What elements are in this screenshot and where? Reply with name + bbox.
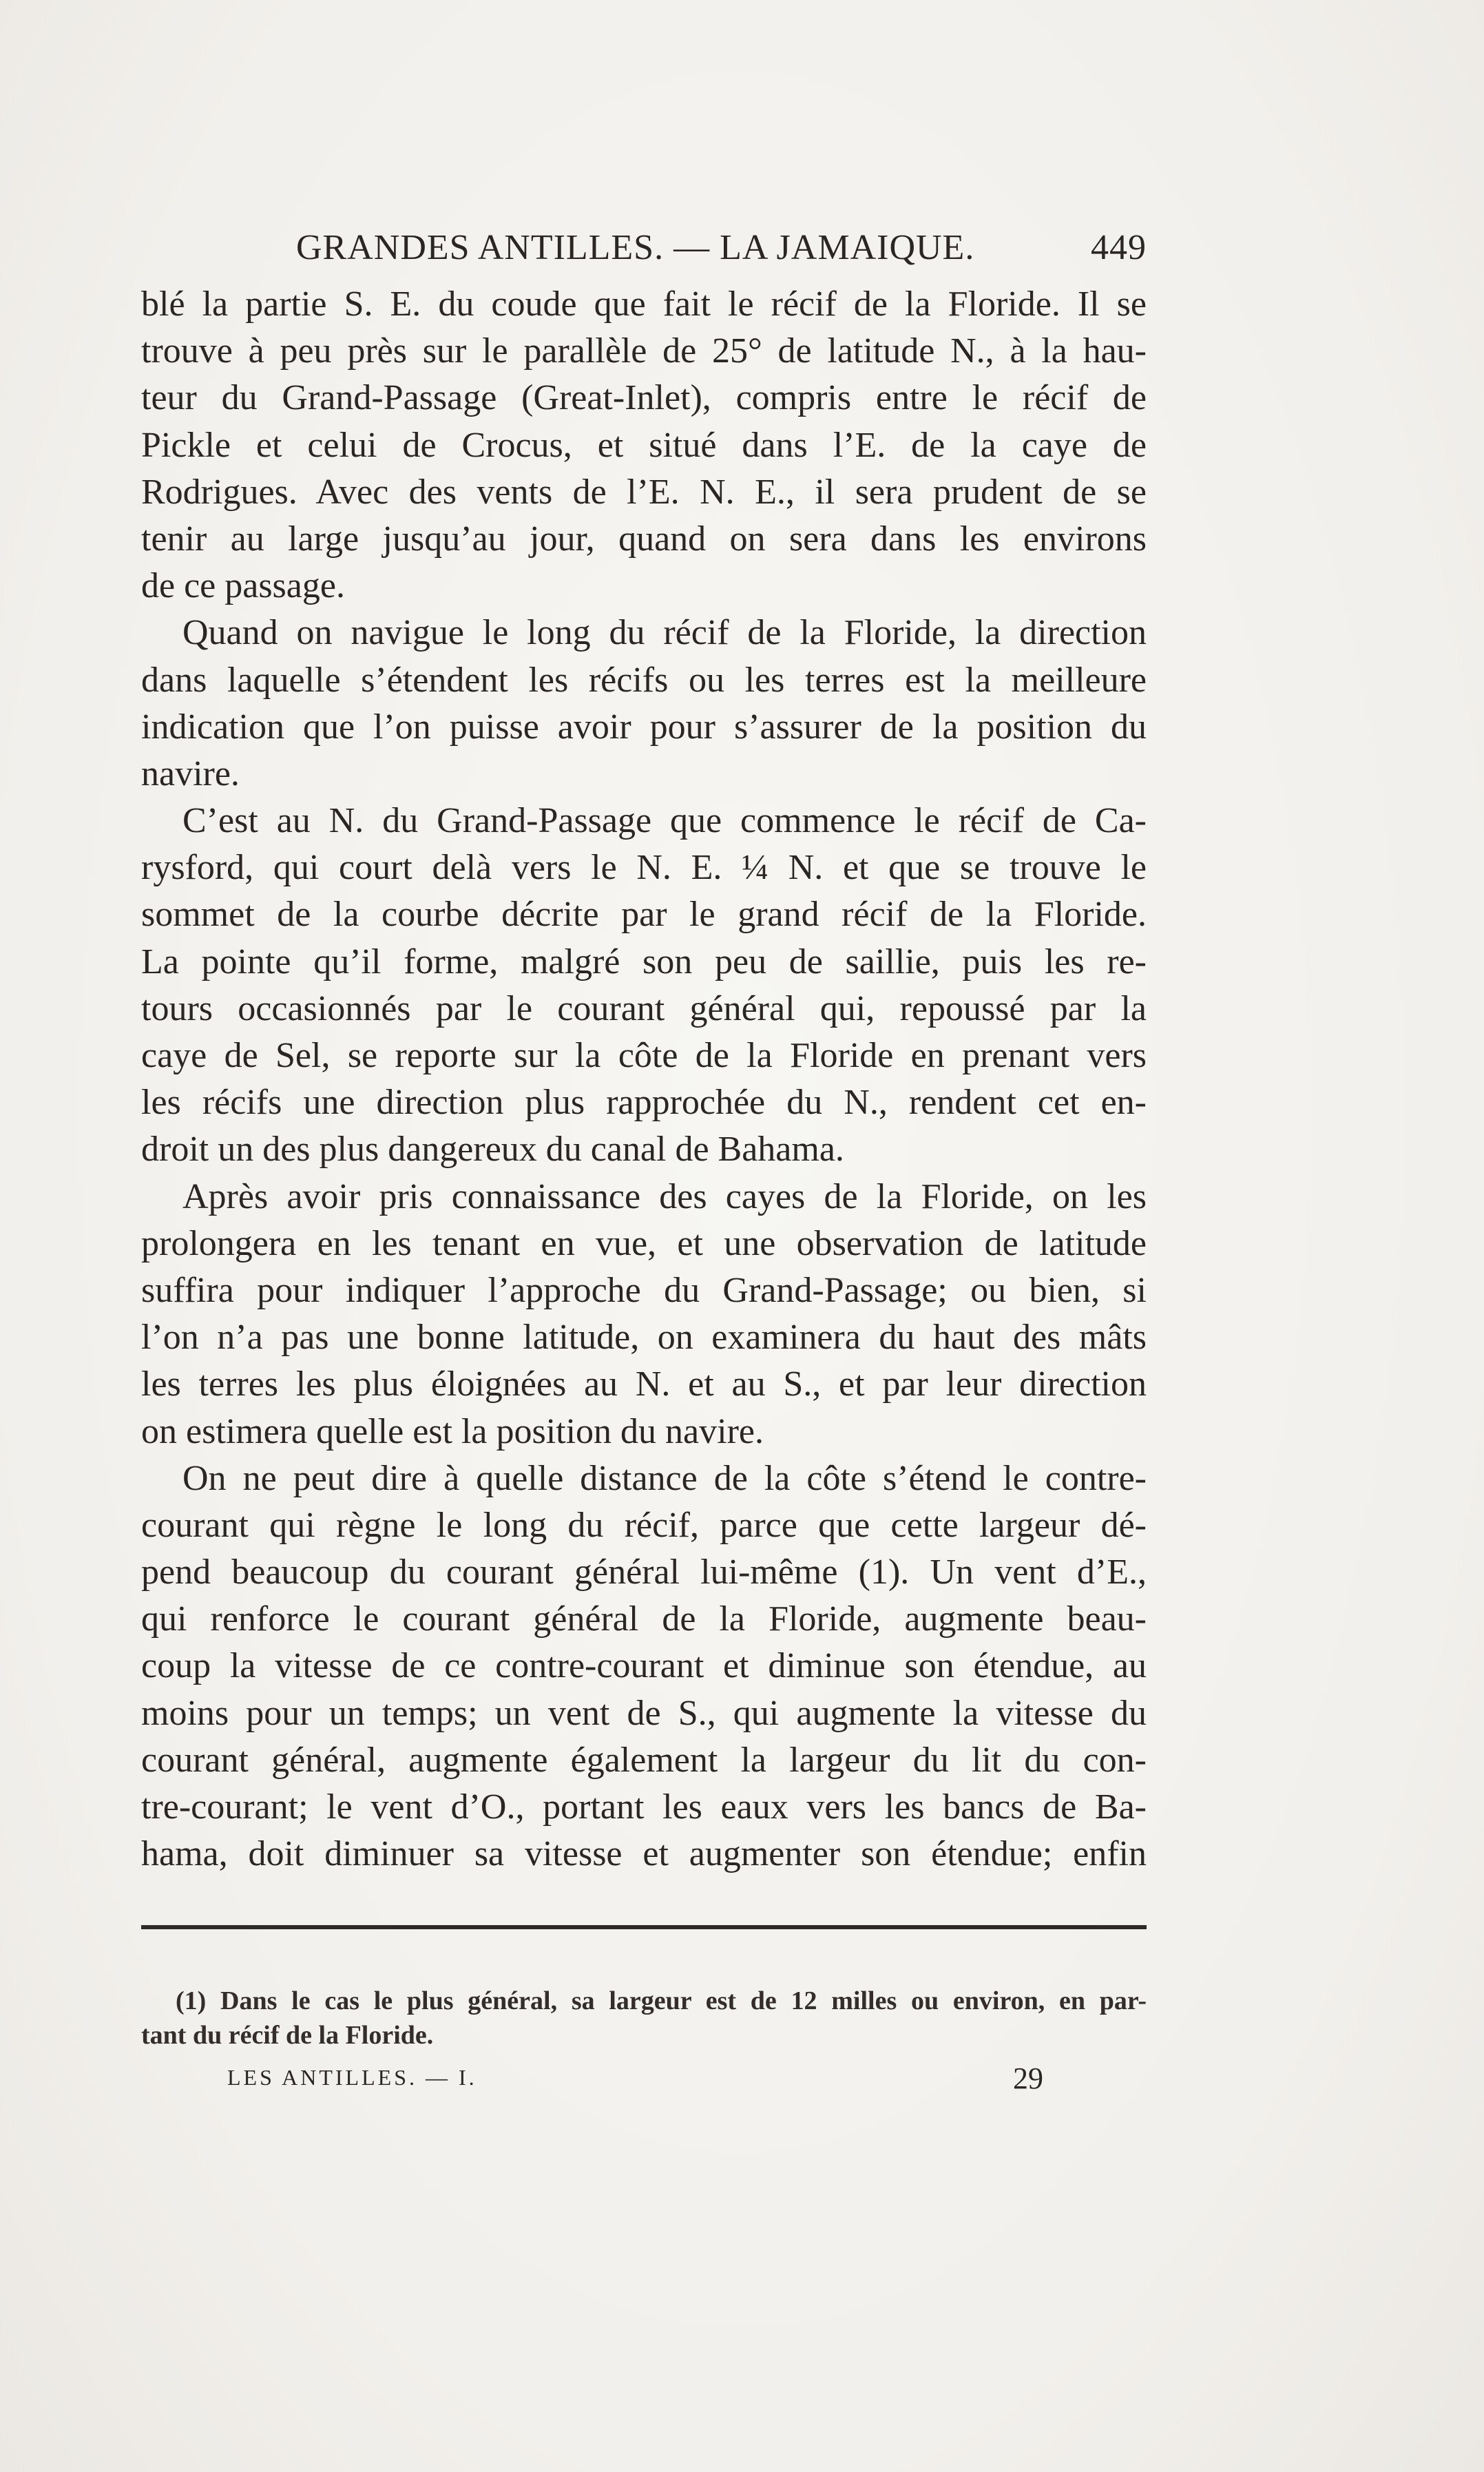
text-line: caye de Sel, se reporte sur la côte de la Floride en prenant vers: [141, 1036, 1147, 1075]
text-line: La pointe qu’il forme, malgré son peu de saillie, puis les re-: [141, 942, 1147, 981]
text-line: sommet de la courbe décrite par le grand récif de la Floride.: [141, 895, 1147, 935]
sheet-number: 29: [1013, 2061, 1043, 2095]
text-line: prolongera en les tenant en vue, et une observation de latitude: [141, 1223, 1147, 1263]
running-header: [141, 227, 1147, 276]
text-line: hama, doit diminuer sa vitesse et augmenter son étendue; enfin: [141, 1834, 1147, 1874]
text-line: coup la vitesse de ce contre-courant et diminue son étendue, au: [141, 1646, 1147, 1686]
text-line: rysford, qui court delà vers le N. E. ¼ N. et que se trouve le: [141, 848, 1147, 888]
text-line: On ne peut dire à quelle distance de la côte s’étend le contre-: [182, 1458, 1147, 1498]
page-footer: [227, 2061, 1043, 2099]
text-line: Rodrigues. Avec des vents de l’E. N. E., il sera prudent de se: [141, 472, 1147, 512]
text-line: blé la partie S. E. du coude que fait le récif de la Floride. Il se: [141, 284, 1147, 324]
text-line: les récifs une direction plus rapprochée du N., rendent cet en-: [141, 1083, 1147, 1123]
text-line: on estimera quelle est la position du navire.: [141, 1411, 764, 1451]
text-line: suffira pour indiquer l’approche du Grand-Passage; ou bien, si: [141, 1270, 1147, 1310]
text-line: indication que l’on puisse avoir pour s’assurer de la position du: [141, 707, 1147, 747]
text-line: courant général, augmente également la largeur du lit du con-: [141, 1740, 1147, 1780]
text-line: teur du Grand-Passage (Great-Inlet), compris entre le récif de: [141, 378, 1147, 418]
text-line: de ce passage.: [141, 566, 345, 606]
footnote: [141, 1984, 1147, 2053]
footnote-line: tant du récif de la Floride.: [141, 2021, 434, 2050]
text-line: l’on n’a pas une bonne latitude, on examinera du haut des mâts: [141, 1318, 1147, 1358]
text-line: trouve à peu près sur le parallèle de 25° de latitude N., à la hau-: [141, 331, 1147, 371]
text-line: droit un des plus dangereux du canal de Bahama.: [141, 1130, 844, 1170]
text-line: moins pour un temps; un vent de S., qui augmente la vitesse du: [141, 1693, 1147, 1733]
text-line: Quand on navigue le long du récif de la Floride, la direction: [182, 613, 1147, 653]
text-line: pend beaucoup du courant général lui-même (1). Un vent d’E.,: [141, 1552, 1147, 1592]
text-line: tours occasionnés par le courant général qui, repoussé par la: [141, 988, 1147, 1028]
footnote-line: (1) Dans le cas le plus général, sa largeur est de 12 milles ou environ, en par-: [176, 1986, 1147, 2015]
text-line: courant qui règne le long du récif, parce que cette largeur dé-: [141, 1505, 1147, 1545]
text-line: Pickle et celui de Crocus, et situé dans l’E. de la caye de: [141, 425, 1147, 465]
signature-mark: LES ANTILLES. — I.: [227, 2065, 477, 2090]
text-line: dans laquelle s’étendent les récifs ou les terres est la meilleure: [141, 660, 1147, 700]
text-line: tre-courant; le vent d’O., portant les eaux vers les bancs de Ba-: [141, 1787, 1147, 1827]
main-text: [141, 281, 1147, 1878]
text-line: qui renforce le courant général de la Floride, augmente beau-: [141, 1599, 1147, 1639]
text-line: Après avoir pris connaissance des cayes de la Floride, on les: [182, 1176, 1147, 1216]
text-line: les terres les plus éloignées au N. et au S., et par leur direction: [141, 1364, 1147, 1404]
text-line: tenir au large jusqu’au jour, quand on sera dans les environs: [141, 519, 1147, 559]
text-line: C’est au N. du Grand-Passage que commence le récif de Ca-: [182, 801, 1147, 841]
page-number: 449: [1091, 228, 1147, 267]
running-title: GRANDES ANTILLES. — LA JAMAIQUE.: [296, 228, 975, 267]
text-line: navire.: [141, 754, 240, 793]
footnote-separator-rule: [141, 1925, 1147, 1929]
